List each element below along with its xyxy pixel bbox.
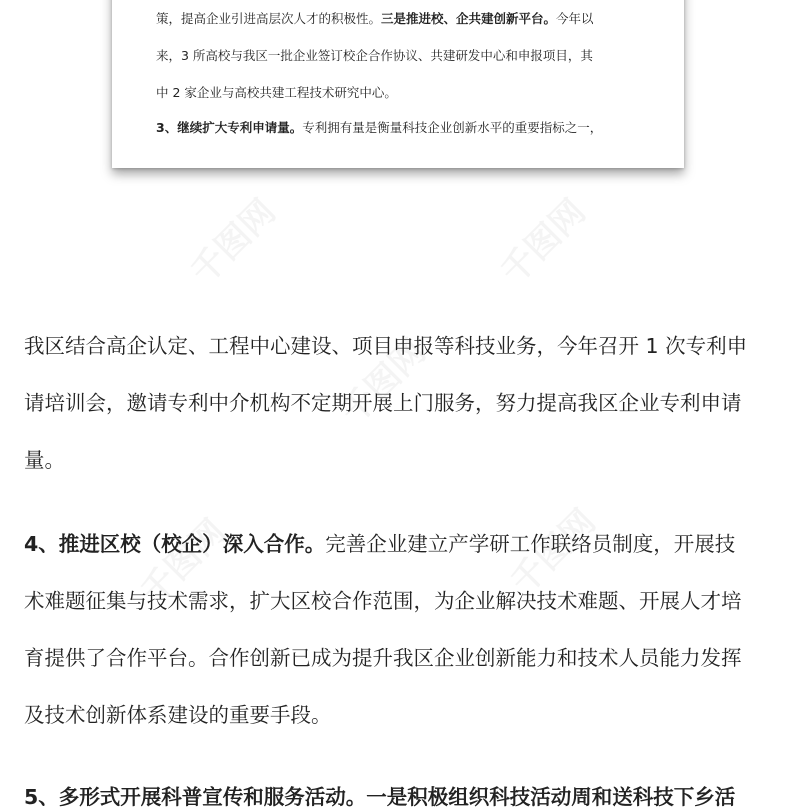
card-item-3 xyxy=(156,109,602,146)
card-paragraph xyxy=(156,0,594,111)
body-item4-line4: 及技术创新体系建设的重要手段。 xyxy=(24,703,332,727)
card-item-3-heading: 3、继续扩大专利申请量。 xyxy=(156,120,303,135)
card-line-1: 策，提高企业引进高层次人才的积极性。三是推进校、企共建创新平台。今年以 xyxy=(156,11,594,26)
card-bold-phrase: 三是推进校、企共建创新平台。 xyxy=(381,11,557,26)
body-item5-line1: 5、多形式开展科普宣传和服务活动。一是积极组织科技活动周和送科技下乡活 xyxy=(24,785,736,809)
body-para1-line2: 请培训会，邀请专利中介机构不定期开展上门服务，努力提高我区企业专利申请 xyxy=(24,391,742,415)
document-preview-card xyxy=(112,0,684,168)
card-line-2: 来，3 所高校与我区一批企业签订校企合作协议、共建研发中心和申报项目，其 xyxy=(156,48,593,63)
body-item4-line1: 4、推进区校（校企）深入合作。完善企业建立产学研工作联络员制度，开展技 xyxy=(24,532,736,556)
body-item4-heading: 4、推进区校（校企）深入合作。 xyxy=(24,532,326,556)
body-item4-line2: 术难题征集与技术需求，扩大区校合作范围，为企业解决技术难题、开展人才培 xyxy=(24,589,742,613)
body-item4-line3: 育提供了合作平台。合作创新已成为提升我区企业创新能力和技术人员能力发挥 xyxy=(24,646,742,670)
watermark xyxy=(178,186,285,293)
card-item-3-text: 专利拥有量是衡量科技企业创新水平的重要指标之一， xyxy=(302,120,603,135)
watermark xyxy=(488,186,595,293)
body-para1-line3: 量。 xyxy=(24,448,65,472)
card-line-3: 中 2 家企业与高校共建工程技术研究中心。 xyxy=(156,85,397,100)
body-para1-line1: 我区结合高企认定、工程中心建设、项目申报等科技业务，今年召开 1 次专利申 xyxy=(24,334,748,358)
